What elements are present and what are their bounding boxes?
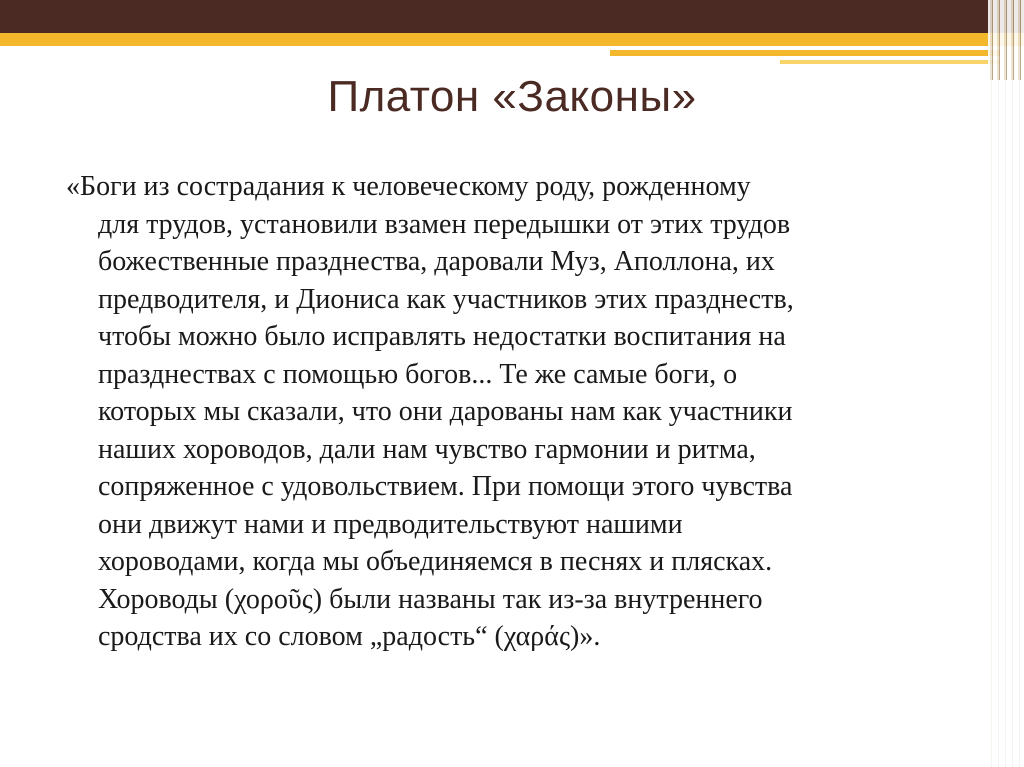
quote-line: для трудов, установили взамен передышки от этих трудов xyxy=(98,208,791,240)
quote-line: предводителя, и Диониса как участников этих празднеств, xyxy=(98,283,794,315)
quote-line: празднествах с помощью богов... Те же самые боги, о xyxy=(98,358,738,390)
gold-accent-band xyxy=(0,33,1024,46)
quote-line: которых мы сказали, что они дарованы нам как участники xyxy=(98,396,793,427)
right-edge-fade xyxy=(988,80,1024,767)
quote-line: наших хороводов, дали нам чувство гармонии и ритма, xyxy=(98,433,756,465)
gold-accent-line xyxy=(610,50,1000,56)
gold-accent-line-light xyxy=(780,60,1000,64)
right-edge-stripes xyxy=(988,0,1024,80)
quote-line: Хороводы (χοροῦς) были названы так из-за внутреннего xyxy=(98,583,763,615)
quote-line: сродства их со словом „радость“ (χαράς)». xyxy=(98,621,601,652)
quote-line: хороводами, когда мы объединяемся в песнях и плясках. xyxy=(98,546,773,577)
quote-line: сопряженное с удовольствием. При помощи этого чувства xyxy=(98,471,793,502)
slide-title: Платон «Законы» xyxy=(327,72,697,121)
quote-line: божественные празднества, даровали Муз, Аполлона, их xyxy=(98,246,775,277)
quote-body xyxy=(66,168,966,656)
quote-line: чтобы можно было исправлять недостатки воспитания на xyxy=(98,321,786,352)
quote-line: «Боги из сострадания к человеческому роду, рожденному xyxy=(66,171,751,202)
quote-line: они движут нами и предводительствуют нашими xyxy=(98,508,683,540)
top-decorative-bar xyxy=(0,0,1024,33)
